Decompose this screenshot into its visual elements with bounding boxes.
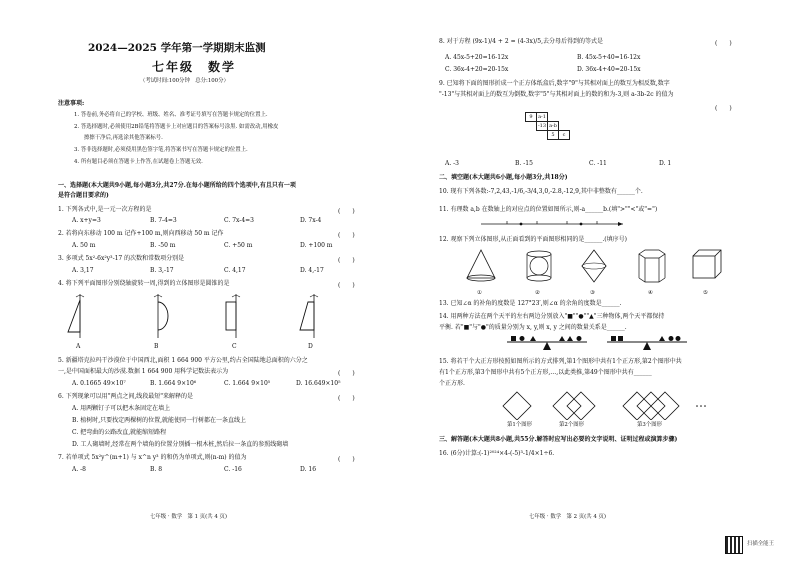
section-3-title: 三、解答题(本大题共8小题,共55分.解答时应写出必要的文字说明、证明过程或演算步骤): [439, 436, 678, 443]
exam-title: 2024—2025 学年第一学期期末监测: [88, 42, 266, 54]
section-1-title-b: 是符合题目要求的): [58, 192, 109, 199]
question-12: 12. 观察下列立体图形,从正面看到的平面图形相同的是______.(填序号): [439, 236, 627, 243]
question-9b: "-13"与其相对面上的数互为倒数,数字"5"与其相对面上的数的和为-3,则 a-3b-2c 的值为: [439, 91, 674, 98]
figure-label-1: 第1个图形: [507, 422, 532, 428]
q8-option-b: B. 45x-5+40=16-12x: [577, 54, 641, 61]
square-pattern-figures: [497, 390, 727, 420]
question-1: 1. 下列各式中,是一元一次方程的是: [58, 206, 152, 213]
pattern-figure-2: [553, 392, 595, 420]
rotation-figures: [60, 292, 350, 342]
q9-option-a: A. -3: [445, 160, 459, 167]
balance-scale-1: [507, 336, 587, 350]
question-14b: 平衡. 若"■"与"●"的质量分别为 x, y,则 x, y 之间的数量关系是______.: [439, 324, 627, 331]
pattern-figure-1: [503, 392, 531, 420]
figure-label-2: 第2个图形: [559, 422, 584, 428]
figure-a-triangle: [68, 294, 84, 338]
answer-paren: ( ): [715, 40, 732, 47]
note-3: 3. 答非选择题时,必须使用黑色签字笔,将答案书写在答题卡规定的位置上.: [74, 147, 248, 153]
solid-label-3: ③: [590, 290, 595, 296]
q8-option-d: D. 36x-4+40=20-15x: [577, 66, 641, 73]
question-15: 15. 将若干个大正方形按照如图所示的方式排列,第1个图形中共有1个正方形,第2个图形中共: [439, 358, 682, 365]
q6-option-d: D. 工人砌墙时,经常在两个墙角的位置分别插一根木桩,然后拉一条直的参照线砌墙: [72, 441, 289, 448]
answer-paren: ( ): [338, 282, 355, 289]
cube-face: 9: [526, 113, 537, 122]
cube-face: a-1: [538, 114, 546, 120]
exam-subject: 七年级 数学: [152, 60, 237, 74]
page-footer-2: 七年级 · 数学 第 2 页(共 4 页): [529, 514, 606, 520]
q3-option-d: D. 4,-17: [300, 267, 324, 274]
answer-paren: ( ): [338, 208, 355, 215]
question-6: 6. 下列现象可以用"两点之间,线段最短"来解释的是: [58, 393, 194, 400]
question-14: 14. 用两种方法在两个天平的左右两边分别放入"■""●""▲"三种物体,两个天平都保持: [439, 313, 665, 320]
question-9: 9. 已知将下面的图形折成一个正方体纸盒后,数字"9"与其相对面上的数互为相反数,数字: [439, 80, 670, 87]
question-3: 3. 多项式 5x²-6x²y³-17 的次数和常数项分别是: [58, 255, 185, 262]
figure-d-trapezoid: [300, 294, 318, 338]
cone: [467, 250, 495, 281]
question-13: 13. 已知∠α 的补角的度数是 127°23′,则∠α 的余角的度数是______.: [439, 300, 622, 307]
q3-option-b: B. 3,-17: [150, 267, 174, 274]
question-15c: 个正方形.: [439, 380, 465, 387]
exam-info: （考试时间:100分钟 总分:100分）: [140, 78, 229, 84]
qr-code-icon: [725, 536, 743, 554]
q2-option-b: B. -50 m: [150, 242, 176, 249]
solid-figures: [459, 248, 729, 288]
cube-face: a-b: [549, 123, 557, 129]
q6-option-c: C. 把弯曲的公路改直,就能缩短路程: [72, 429, 167, 436]
q8-option-c: C. 36x-4+20=20-15x: [445, 66, 509, 73]
hexagonal-prism: [639, 250, 665, 282]
question-5b: 一,是中国面积最大的沙漠.数据 1 664 900 用科学记数法表示为: [58, 368, 229, 375]
q5-option-a: A. 0.1665 49×10⁷: [72, 380, 126, 387]
section-1-title: 一、选择题(本大题共9小题,每小题3分,共27分.在每小题所给的四个选项中,有且只有一项: [58, 182, 296, 189]
question-5: 5. 新疆塔克拉玛干沙漠位于中国西北,面积 1 664 900 平方公里,约占全国陆地总面积的六分之: [58, 357, 308, 364]
q7-option-d: D. 16: [300, 466, 317, 473]
q5-option-b: B. 1.664 9×10⁶: [150, 380, 197, 387]
answer-paren: ( ): [338, 395, 355, 402]
section-2-title: 二、填空题(本大题共6小题,每小题3分,共18分): [439, 174, 568, 181]
figure-label-3: 第3个图形: [637, 422, 662, 428]
solid-label-5: ⑤: [703, 290, 708, 296]
question-10: 10. 现有下列各数:-7,2,43,-1/6,-3/4,3,0,-2.8,-12,9,其中非整数有______个.: [439, 188, 643, 195]
question-15b: 有1个正方形,第3个图形中共有5个正方形,…,以此类推,第49个图形中共有______: [439, 369, 652, 376]
right-page: [397, 0, 794, 561]
scanner-watermark: 扫描全能王: [747, 541, 774, 547]
answer-paren: ( ): [338, 370, 355, 377]
q6-option-b: B. 植树时,只要找定两棵树的位置,就能使同一行树都在一条直线上: [72, 417, 247, 424]
balance-scale-2: [607, 336, 687, 350]
q1-option-c: C. 7x-4=3: [224, 217, 254, 224]
figure-c-rectangle: [226, 294, 240, 338]
q7-option-a: A. -8: [72, 466, 86, 473]
q9-option-b: B. -15: [515, 160, 533, 167]
pattern-figure-3: [623, 392, 679, 420]
q2-option-d: D. +100 m: [300, 242, 333, 249]
figure-label-d: D: [308, 343, 313, 350]
solid-label-1: ①: [477, 290, 482, 296]
q7-option-c: C. -16: [224, 466, 242, 473]
solid-label-4: ④: [648, 290, 653, 296]
double-cone: [582, 250, 606, 282]
note-4: 4. 所有题目必须在答题卡上作答,在试题卷上答题无效.: [74, 159, 203, 165]
balance-scales: [497, 334, 697, 354]
cube-net: [525, 112, 570, 140]
q1-option-d: D. 7x-4: [300, 217, 322, 224]
q1-option-a: A. x+y=3: [72, 217, 101, 224]
note-2: 2. 答选择题时,必须使用2B铅笔将答题卡上对应题目的答案标号涂黑. 如需改动,用橡皮: [74, 124, 279, 130]
q2-option-a: A. 50 m: [72, 242, 96, 249]
q8-option-a: A. 45x-5+20=16-12x: [445, 54, 509, 61]
figure-label-c: C: [232, 343, 237, 350]
q1-option-b: B. 7-4=3: [150, 217, 177, 224]
q3-option-a: A. 3,17: [72, 267, 94, 274]
answer-paren: ( ): [338, 257, 355, 264]
sphere-in-cylinder: [527, 251, 551, 281]
cube-face: 5: [548, 131, 559, 140]
figure-label-a: A: [76, 343, 81, 350]
q9-option-c: C. -11: [589, 160, 607, 167]
question-16: 16. (6分)计算:(-1)²⁰²⁴×4-(-5)³-1/4×1÷6.: [439, 450, 555, 457]
figure-label-b: B: [154, 343, 159, 350]
question-2: 2. 若将向东移动 100 m 记作+100 m,则向西移动 50 m 记作: [58, 230, 224, 237]
ellipsis-dots: [696, 405, 706, 407]
q5-option-c: C. 1.664 9×10⁵: [224, 380, 271, 387]
question-8: 8. 对于方程 (9x-1)/4 + 2 = (4-3x)/5,去分母后得到的等式是: [439, 38, 603, 45]
question-7: 7. 若单项式 5x²y^(m+1) 与 x^n y³ 的和仍为单项式,则(n-m) 的值为: [58, 454, 247, 461]
question-4: 4. 将下列平面图形分别绕轴旋转一周,得到的立体图形是圆锥的是: [58, 280, 230, 287]
cube: [693, 250, 721, 278]
solid-label-2: ②: [535, 290, 540, 296]
answer-paren: ( ): [338, 232, 355, 239]
q2-option-c: C. +50 m: [224, 242, 253, 249]
note-1: 1. 答卷前,务必将自己的学校、班级、姓名、准考证号填写在答题卡规定的位置上.: [74, 112, 268, 118]
number-line: [477, 218, 627, 232]
question-11: 11. 有理数 a,b 在数轴上的对应点的位置如图所示,则-a______b.(填">""<"或"="): [439, 206, 658, 213]
answer-paren: ( ): [715, 105, 732, 112]
q6-option-a: A. 用两颗钉子可以把木条固定在墙上: [72, 405, 171, 412]
notes-title: 注意事项:: [58, 100, 85, 107]
q5-option-d: D. 16.649×10⁵: [296, 380, 341, 387]
cube-face: -13: [537, 123, 547, 129]
page-footer-1: 七年级 · 数学 第 1 页(共 4 页): [150, 514, 227, 520]
q7-option-b: B. 8: [150, 466, 163, 473]
cube-face: c: [559, 131, 570, 140]
q3-option-c: C. 4,17: [224, 267, 246, 274]
q9-option-d: D. 1: [659, 160, 672, 167]
note-2b: 擦擦干净后,再选涂其他答案标号.: [84, 135, 163, 141]
answer-paren: ( ): [338, 456, 355, 463]
figure-b-semicircle: [154, 294, 168, 338]
